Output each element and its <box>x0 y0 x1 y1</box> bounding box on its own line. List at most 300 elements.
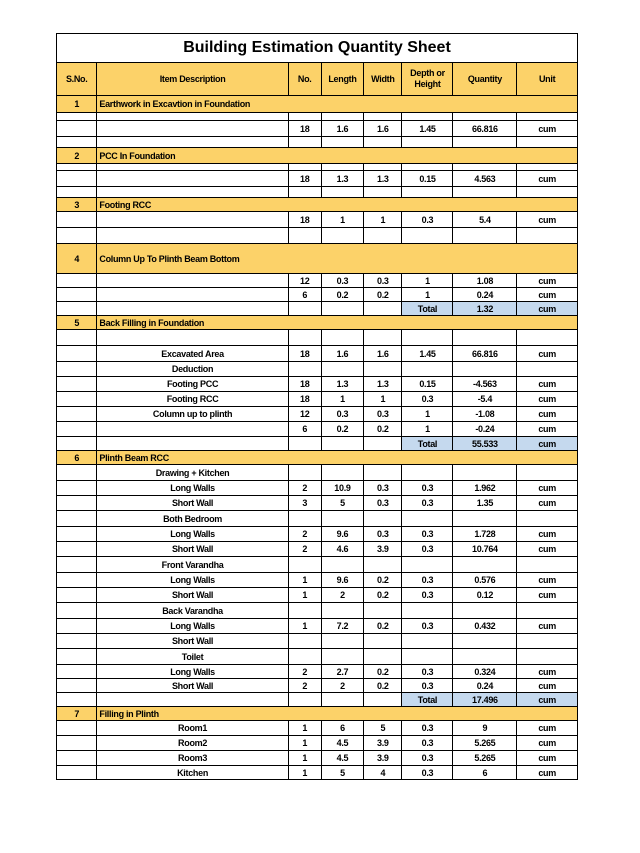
cell-quantity: 0.324 <box>453 665 517 679</box>
cell-sno <box>57 302 97 316</box>
cell-unit: cum <box>517 721 578 736</box>
blank-row <box>57 330 578 346</box>
section-title: Earthwork in Excavtion in Foundation <box>97 96 578 113</box>
cell-width: 1.3 <box>364 171 402 187</box>
cell-width: 1 <box>364 212 402 228</box>
cell-unit: cum <box>517 588 578 603</box>
cell-unit: cum <box>517 736 578 751</box>
table-row <box>57 362 578 377</box>
cell-description: Front Varandha <box>97 557 288 573</box>
table-row <box>57 288 578 302</box>
cell-no <box>288 187 321 198</box>
cell-quantity: 5.4 <box>453 212 517 228</box>
section-row <box>57 198 578 212</box>
cell-unit <box>517 137 578 148</box>
section-title: Plinth Beam RCC <box>97 451 578 465</box>
cell-width: 1.3 <box>364 377 402 392</box>
cell-description: Short Wall <box>97 588 288 603</box>
cell-no: 1 <box>288 721 321 736</box>
cell-depth: 1.45 <box>402 346 453 362</box>
cell-width: 1.6 <box>364 121 402 137</box>
cell-quantity: 1.32 <box>453 302 517 316</box>
cell-length: 0.3 <box>321 274 364 288</box>
cell-length <box>321 649 364 665</box>
cell-quantity <box>453 557 517 573</box>
sheet-title: Building Estimation Quantity Sheet <box>57 34 578 63</box>
cell-width <box>364 603 402 619</box>
cell-unit: cum <box>517 619 578 634</box>
cell-quantity: 1.962 <box>453 481 517 496</box>
cell-width <box>364 693 402 707</box>
cell-quantity: 1.35 <box>453 496 517 511</box>
cell-sno <box>57 362 97 377</box>
cell-quantity <box>453 113 517 121</box>
cell-quantity <box>453 362 517 377</box>
cell-unit: cum <box>517 679 578 693</box>
cell-unit: cum <box>517 496 578 511</box>
cell-quantity: 17.496 <box>453 693 517 707</box>
cell-quantity: 0.432 <box>453 619 517 634</box>
cell-sno <box>57 496 97 511</box>
table-row <box>57 634 578 649</box>
cell-depth: 0.3 <box>402 721 453 736</box>
cell-unit <box>517 362 578 377</box>
cell-length <box>321 603 364 619</box>
cell-unit: cum <box>517 542 578 557</box>
cell-length <box>321 330 364 346</box>
cell-width <box>364 330 402 346</box>
cell-unit: cum <box>517 527 578 542</box>
cell-length: 2 <box>321 588 364 603</box>
cell-no: 3 <box>288 496 321 511</box>
cell-description: Both Bedroom <box>97 511 288 527</box>
cell-length <box>321 557 364 573</box>
cell-quantity <box>453 330 517 346</box>
section-row <box>57 244 578 274</box>
cell-width: 0.3 <box>364 274 402 288</box>
cell-depth: 0.15 <box>402 171 453 187</box>
cell-length <box>321 164 364 171</box>
cell-unit: cum <box>517 693 578 707</box>
cell-quantity <box>453 164 517 171</box>
cell-width: 1.6 <box>364 346 402 362</box>
header-row <box>57 63 578 96</box>
cell-no <box>288 437 321 451</box>
cell-length <box>321 437 364 451</box>
cell-no <box>288 362 321 377</box>
table-row <box>57 274 578 288</box>
cell-width: 0.2 <box>364 422 402 437</box>
cell-length <box>321 693 364 707</box>
cell-description <box>97 330 288 346</box>
cell-depth <box>402 228 453 244</box>
cell-quantity: 0.576 <box>453 573 517 588</box>
cell-sno <box>57 665 97 679</box>
table-row <box>57 603 578 619</box>
blank-row <box>57 113 578 121</box>
cell-sno <box>57 603 97 619</box>
cell-no: 18 <box>288 377 321 392</box>
cell-description <box>97 422 288 437</box>
cell-length <box>321 511 364 527</box>
cell-unit <box>517 113 578 121</box>
cell-sno <box>57 679 97 693</box>
cell-depth: 0.3 <box>402 665 453 679</box>
cell-no: 12 <box>288 407 321 422</box>
cell-sno <box>57 465 97 481</box>
cell-description <box>97 171 288 187</box>
cell-description: Deduction <box>97 362 288 377</box>
cell-sno <box>57 407 97 422</box>
cell-no: 1 <box>288 588 321 603</box>
cell-depth <box>402 649 453 665</box>
cell-quantity: 10.764 <box>453 542 517 557</box>
cell-quantity: 9 <box>453 721 517 736</box>
cell-depth <box>402 187 453 198</box>
cell-description: Long Walls <box>97 665 288 679</box>
cell-sno <box>57 377 97 392</box>
cell-no: 2 <box>288 679 321 693</box>
cell-length: 0.2 <box>321 288 364 302</box>
cell-length: 2.7 <box>321 665 364 679</box>
cell-length <box>321 137 364 148</box>
cell-quantity <box>453 603 517 619</box>
header-length: Length <box>321 63 364 96</box>
cell-length: 1 <box>321 212 364 228</box>
cell-depth: 0.3 <box>402 751 453 766</box>
cell-length <box>321 228 364 244</box>
cell-width <box>364 557 402 573</box>
cell-width: 0.2 <box>364 619 402 634</box>
cell-unit: cum <box>517 288 578 302</box>
cell-depth: 0.3 <box>402 527 453 542</box>
cell-width <box>364 187 402 198</box>
table-row <box>57 465 578 481</box>
cell-unit <box>517 603 578 619</box>
cell-length <box>321 634 364 649</box>
cell-width <box>364 511 402 527</box>
table-row <box>57 422 578 437</box>
cell-length: 10.9 <box>321 481 364 496</box>
cell-no: 18 <box>288 392 321 407</box>
table-row <box>57 377 578 392</box>
table-row <box>57 588 578 603</box>
cell-description <box>97 228 288 244</box>
cell-sno <box>57 511 97 527</box>
cell-no: 12 <box>288 274 321 288</box>
cell-quantity: 5.265 <box>453 736 517 751</box>
table-row <box>57 649 578 665</box>
cell-width <box>364 465 402 481</box>
cell-unit: cum <box>517 422 578 437</box>
cell-quantity <box>453 511 517 527</box>
section-title: Column Up To Plinth Beam Bottom <box>97 244 578 274</box>
blank-row <box>57 228 578 244</box>
cell-no <box>288 228 321 244</box>
cell-sno <box>57 751 97 766</box>
cell-unit: cum <box>517 407 578 422</box>
cell-length: 9.6 <box>321 573 364 588</box>
cell-description: Room1 <box>97 721 288 736</box>
cell-no: 18 <box>288 212 321 228</box>
cell-sno <box>57 766 97 780</box>
header-width: Width <box>364 63 402 96</box>
cell-description: Long Walls <box>97 481 288 496</box>
cell-unit <box>517 557 578 573</box>
cell-sno <box>57 619 97 634</box>
cell-no: 1 <box>288 766 321 780</box>
cell-sno <box>57 187 97 198</box>
section-title: Filling in Plinth <box>97 707 578 721</box>
cell-width: 0.2 <box>364 588 402 603</box>
cell-no <box>288 511 321 527</box>
cell-no <box>288 164 321 171</box>
section-number: 1 <box>57 96 97 113</box>
cell-length: 1.3 <box>321 171 364 187</box>
section-row <box>57 707 578 721</box>
cell-unit <box>517 228 578 244</box>
cell-length: 4.5 <box>321 736 364 751</box>
cell-description <box>97 274 288 288</box>
section-row <box>57 451 578 465</box>
cell-sno <box>57 588 97 603</box>
table-row <box>57 346 578 362</box>
table-row <box>57 171 578 187</box>
table-row <box>57 766 578 780</box>
cell-length: 6 <box>321 721 364 736</box>
cell-length: 7.2 <box>321 619 364 634</box>
cell-unit: cum <box>517 302 578 316</box>
quantity-sheet-table <box>56 33 578 780</box>
cell-width: 0.3 <box>364 407 402 422</box>
table-row <box>57 542 578 557</box>
cell-width: 1 <box>364 392 402 407</box>
cell-unit: cum <box>517 766 578 780</box>
cell-quantity: 66.816 <box>453 346 517 362</box>
cell-depth: 0.3 <box>402 573 453 588</box>
cell-length: 9.6 <box>321 527 364 542</box>
cell-width: 3.9 <box>364 751 402 766</box>
cell-depth <box>402 511 453 527</box>
cell-sno <box>57 121 97 137</box>
cell-unit: cum <box>517 665 578 679</box>
cell-no: 18 <box>288 121 321 137</box>
cell-length: 2 <box>321 679 364 693</box>
cell-no: 6 <box>288 422 321 437</box>
blank-row <box>57 187 578 198</box>
cell-description: Back Varandha <box>97 603 288 619</box>
cell-no <box>288 465 321 481</box>
cell-quantity: 0.24 <box>453 679 517 693</box>
cell-depth: 1 <box>402 422 453 437</box>
cell-sno <box>57 649 97 665</box>
cell-no: 2 <box>288 665 321 679</box>
cell-sno <box>57 392 97 407</box>
cell-depth: 0.3 <box>402 542 453 557</box>
cell-depth: 1 <box>402 288 453 302</box>
cell-depth: Total <box>402 437 453 451</box>
cell-depth <box>402 113 453 121</box>
cell-depth: 0.3 <box>402 588 453 603</box>
cell-width: 0.2 <box>364 573 402 588</box>
cell-unit: cum <box>517 751 578 766</box>
cell-description: Excavated Area <box>97 346 288 362</box>
cell-depth: 0.3 <box>402 392 453 407</box>
cell-sno <box>57 137 97 148</box>
cell-depth <box>402 330 453 346</box>
cell-sno <box>57 736 97 751</box>
cell-description: Short Wall <box>97 679 288 693</box>
section-number: 3 <box>57 198 97 212</box>
cell-length: 0.2 <box>321 422 364 437</box>
cell-no <box>288 557 321 573</box>
cell-quantity: 6 <box>453 766 517 780</box>
section-number: 4 <box>57 244 97 274</box>
cell-unit <box>517 649 578 665</box>
cell-description: Long Walls <box>97 619 288 634</box>
cell-unit: cum <box>517 274 578 288</box>
cell-width: 0.3 <box>364 496 402 511</box>
cell-quantity: -0.24 <box>453 422 517 437</box>
cell-quantity <box>453 465 517 481</box>
cell-width: 4 <box>364 766 402 780</box>
table-row <box>57 736 578 751</box>
cell-description: Short Wall <box>97 634 288 649</box>
cell-width: 5 <box>364 721 402 736</box>
section-row <box>57 148 578 164</box>
cell-length: 1 <box>321 392 364 407</box>
cell-no: 18 <box>288 171 321 187</box>
section-row <box>57 316 578 330</box>
cell-description <box>97 302 288 316</box>
cell-description: Toilet <box>97 649 288 665</box>
cell-width <box>364 113 402 121</box>
cell-width: 0.2 <box>364 288 402 302</box>
cell-no: 1 <box>288 619 321 634</box>
cell-depth: 0.3 <box>402 766 453 780</box>
cell-sno <box>57 346 97 362</box>
cell-length <box>321 302 364 316</box>
cell-description: Footing RCC <box>97 392 288 407</box>
cell-width: 3.9 <box>364 542 402 557</box>
cell-sno <box>57 164 97 171</box>
cell-no <box>288 649 321 665</box>
table-row <box>57 619 578 634</box>
cell-unit <box>517 465 578 481</box>
cell-sno <box>57 113 97 121</box>
cell-quantity: 0.24 <box>453 288 517 302</box>
cell-no: 2 <box>288 527 321 542</box>
cell-sno <box>57 557 97 573</box>
cell-description <box>97 437 288 451</box>
table-row <box>57 557 578 573</box>
cell-length: 4.5 <box>321 751 364 766</box>
cell-no <box>288 137 321 148</box>
cell-description: Short Wall <box>97 496 288 511</box>
cell-length <box>321 362 364 377</box>
cell-depth: 0.3 <box>402 496 453 511</box>
cell-quantity: 66.816 <box>453 121 517 137</box>
cell-quantity <box>453 228 517 244</box>
cell-depth: Total <box>402 302 453 316</box>
section-title: Footing RCC <box>97 198 578 212</box>
cell-length <box>321 465 364 481</box>
cell-no: 1 <box>288 736 321 751</box>
cell-no <box>288 634 321 649</box>
section-title: Back Filling in Foundation <box>97 316 578 330</box>
header-no: No. <box>288 63 321 96</box>
cell-quantity <box>453 137 517 148</box>
cell-sno <box>57 422 97 437</box>
cell-depth <box>402 137 453 148</box>
cell-description <box>97 187 288 198</box>
cell-sno <box>57 542 97 557</box>
cell-length: 1.6 <box>321 121 364 137</box>
cell-description: Room2 <box>97 736 288 751</box>
cell-description <box>97 693 288 707</box>
cell-quantity <box>453 634 517 649</box>
cell-length <box>321 113 364 121</box>
cell-description: Footing PCC <box>97 377 288 392</box>
cell-description: Long Walls <box>97 527 288 542</box>
section-title: PCC In Foundation <box>97 148 578 164</box>
cell-length: 4.6 <box>321 542 364 557</box>
section-number: 5 <box>57 316 97 330</box>
table-row <box>57 511 578 527</box>
blank-row <box>57 137 578 148</box>
table-row <box>57 407 578 422</box>
header-depth-height: Depth or Height <box>402 63 453 96</box>
cell-width <box>364 228 402 244</box>
cell-no: 2 <box>288 542 321 557</box>
cell-depth: 0.15 <box>402 377 453 392</box>
cell-sno <box>57 171 97 187</box>
cell-depth <box>402 634 453 649</box>
cell-description: Column up to plinth <box>97 407 288 422</box>
cell-description <box>97 113 288 121</box>
cell-no: 2 <box>288 481 321 496</box>
table-row <box>57 679 578 693</box>
cell-width: 0.3 <box>364 527 402 542</box>
cell-quantity: 1.08 <box>453 274 517 288</box>
cell-depth <box>402 164 453 171</box>
cell-quantity: 4.563 <box>453 171 517 187</box>
cell-no: 1 <box>288 573 321 588</box>
cell-depth <box>402 465 453 481</box>
table-row <box>57 212 578 228</box>
total-row <box>57 437 578 451</box>
cell-depth <box>402 362 453 377</box>
cell-no <box>288 603 321 619</box>
cell-depth <box>402 603 453 619</box>
cell-length <box>321 187 364 198</box>
cell-quantity: 1.728 <box>453 527 517 542</box>
cell-unit: cum <box>517 392 578 407</box>
table-row <box>57 721 578 736</box>
cell-quantity <box>453 649 517 665</box>
total-row <box>57 302 578 316</box>
cell-width: 3.9 <box>364 736 402 751</box>
cell-width <box>364 302 402 316</box>
cell-unit <box>517 187 578 198</box>
cell-unit <box>517 634 578 649</box>
cell-depth: 1 <box>402 407 453 422</box>
cell-quantity: 0.12 <box>453 588 517 603</box>
table-row <box>57 481 578 496</box>
cell-sno <box>57 481 97 496</box>
cell-sno <box>57 634 97 649</box>
table-row <box>57 121 578 137</box>
